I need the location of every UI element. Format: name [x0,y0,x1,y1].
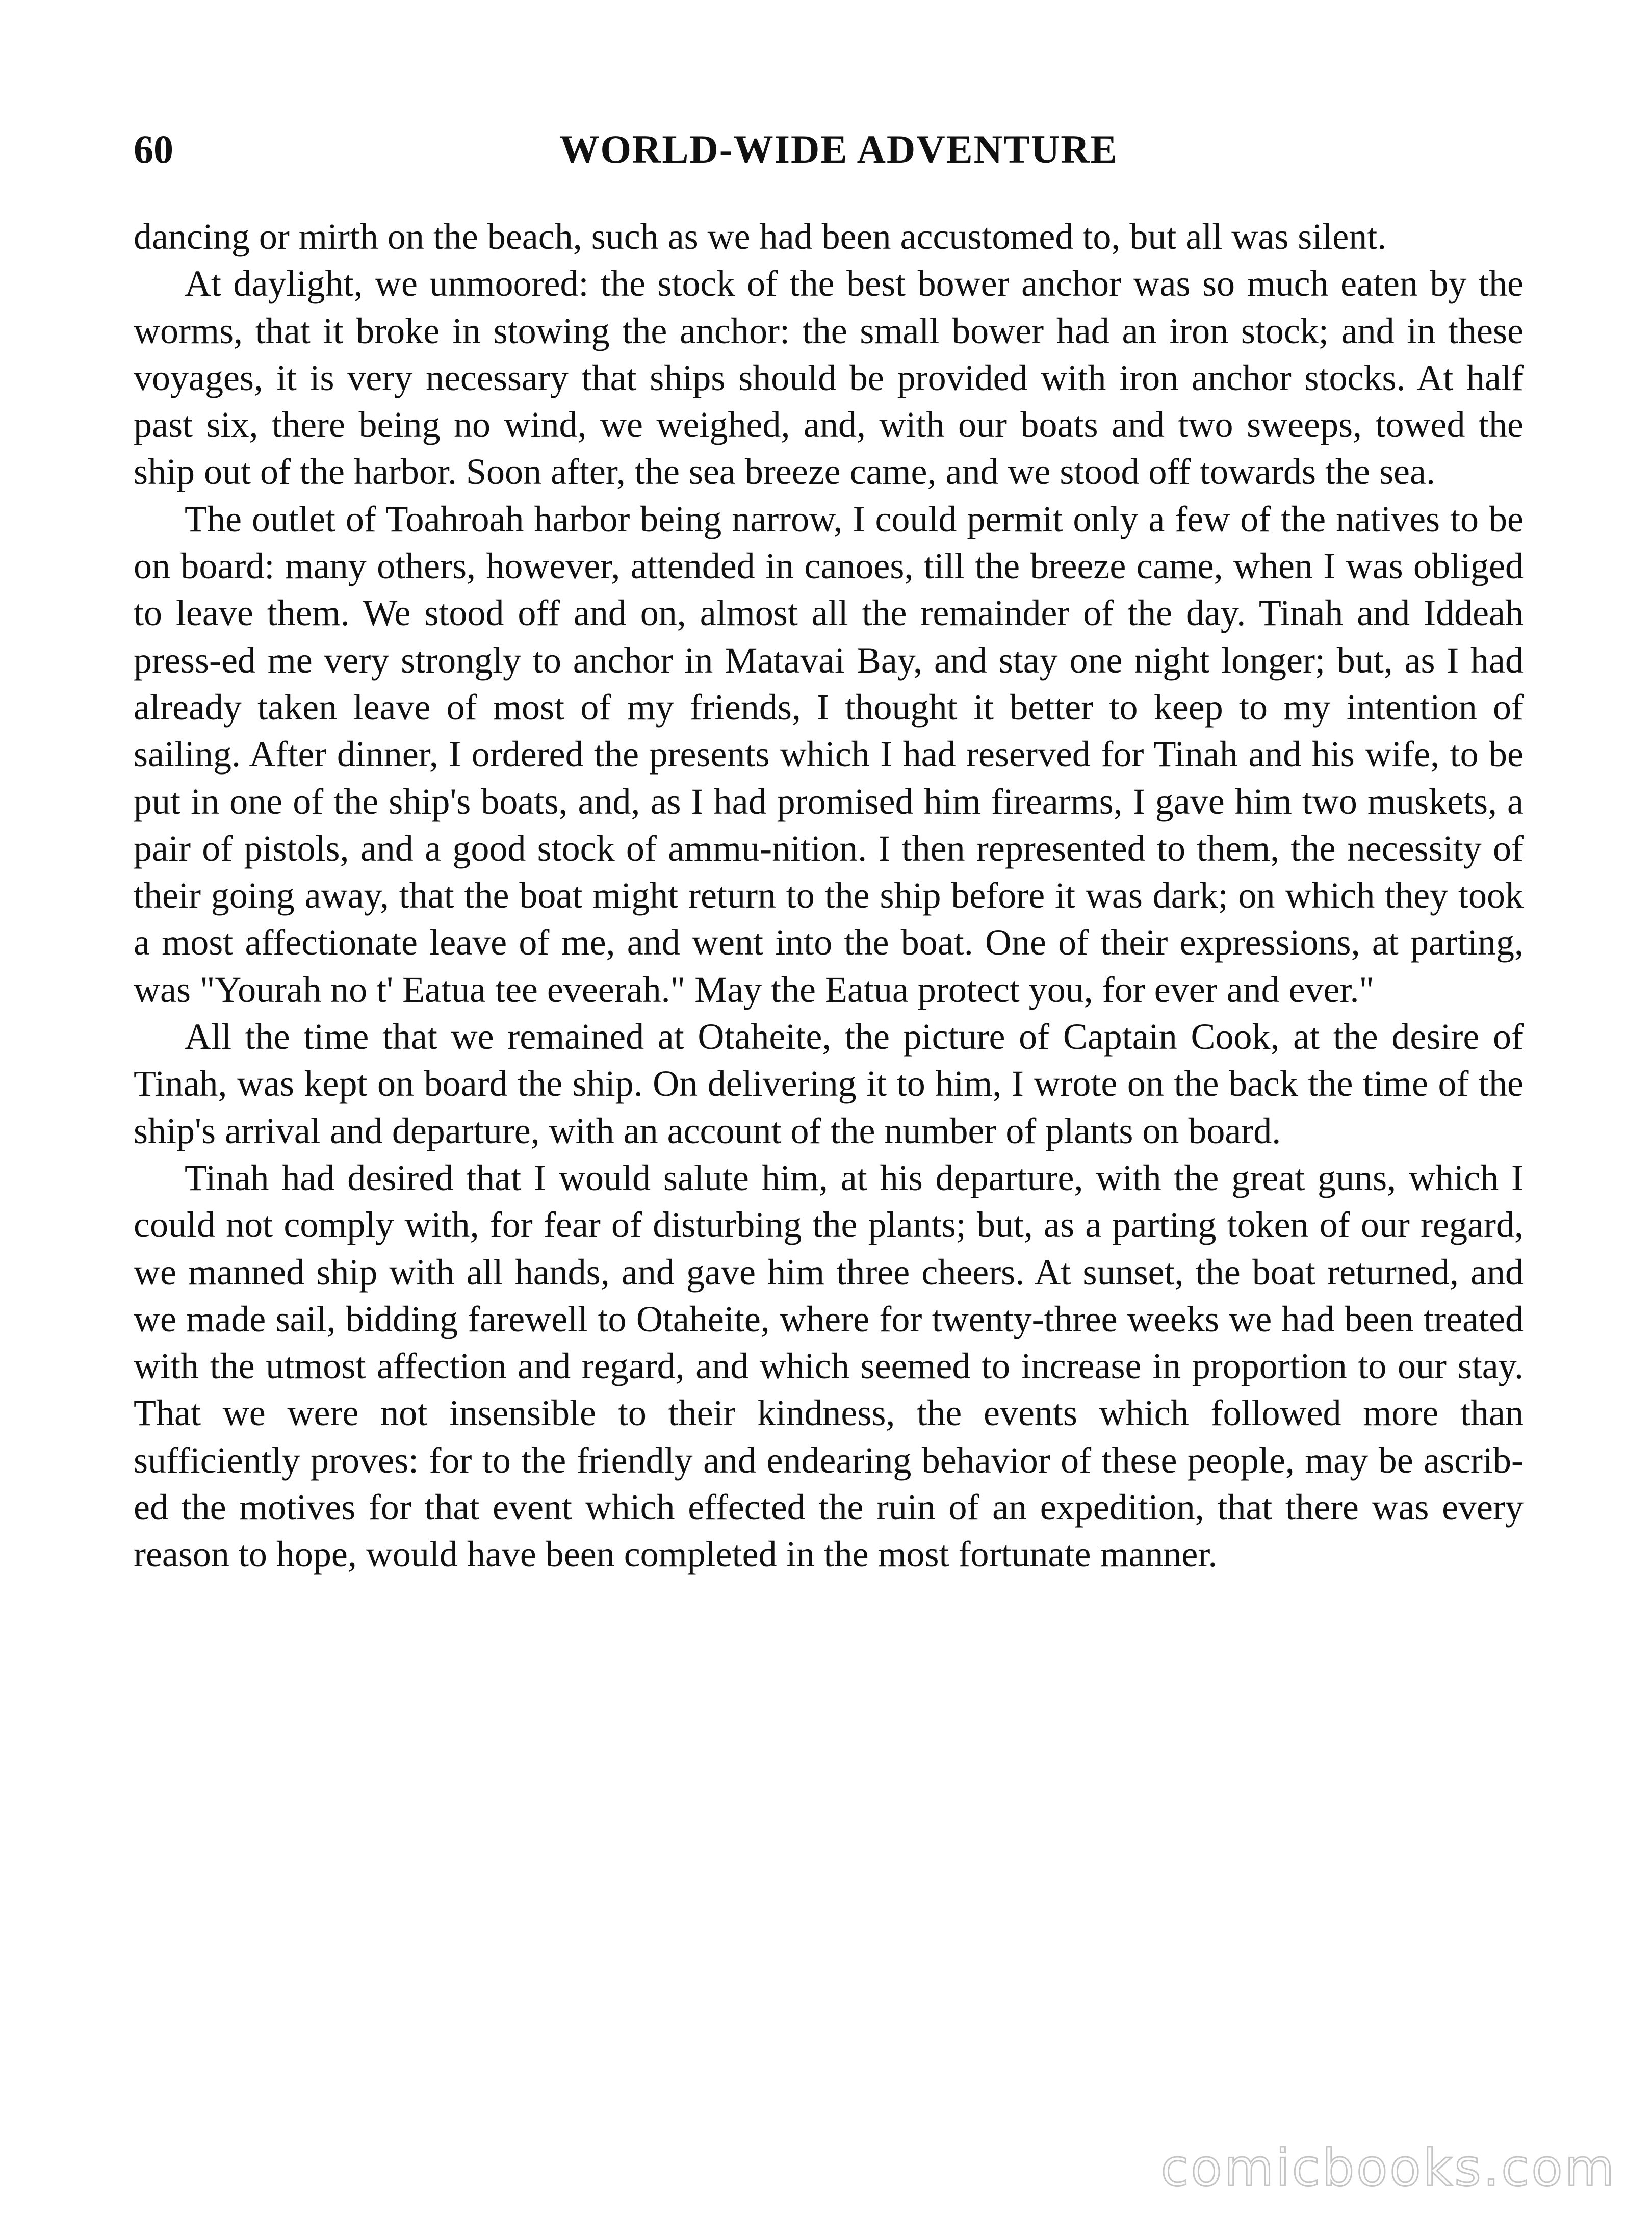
paragraph-departure: The outlet of Toahroah harbor being narrow, I could permit only a few of the natives to be on board: many others, however, attended in canoes, till the breeze came, when I was obliged to leave them. We stood off and on, almost all the remainder of the day. Tinah and Iddeah press-ed me very strongly to anchor in Matavai Bay, and stay one night longer; but, as I had already taken leave of most of my friends, I thought it better to keep to my intention of sailing. After dinner, I ordered the presents which I had reserved for Tinah and his wife, to be put in one of the ship's boats, and, as I had promised him firearms, I gave him two muskets, a pair of pistols, and a good stock of ammu-nition. I then represented to them, the necessity of their going away, that the boat might return to the ship before it was dark; on which they took a most affectionate leave of me, and went into the boat. One of their expressions, at parting, was "Yourah no t' Eatua tee eveerah." May the Eatua protect you, for ever and ever." [134,498,1524,1010]
body-text [134,213,1524,1578]
watermark: comicbooks.com [1160,2138,1616,2198]
paragraph-continued: dancing or mirth on the beach, such as we had been accustomed to, but all was silent. [134,216,1387,257]
running-title: WORLD-WIDE ADVENTURE [559,127,1118,171]
page-number: 60 [134,127,173,171]
paragraph-unmooring: At daylight, we unmoored: the stock of the best bower anchor was so much eaten by the worms, that it broke in stowing the anchor: the small bower had an iron stock; and in these voyages, it is very necessary that ships should be provided with iron anchor stocks. At half past six, there being no wind, we weighed, and, with our boats and two sweeps, towed the ship out of the harbor. Soon after, the sea breeze came, and we stood off towards the sea. [134,263,1524,493]
paragraph-farewell: Tinah had desired that I would salute him, at his departure, with the great guns, which I could not comply with, for fear of disturbing the plants; but, as a parting token of our regard, we manned ship with all hands, and gave him three cheers. At sunset, the boat returned, and we made sail, bidding farewell to Otaheite, where for twenty-three weeks we had been treated with the utmost affection and regard, and which seemed to increase in proportion to our stay. That we were not insensible to their kindness, the events which followed more than sufficiently proves: for to the friendly and endearing behavior of these people, may be ascrib-ed the motives for that event which effected the ruin of an expedition, that there was every reason to hope, would have been completed in the most fortunate manner. [134,1157,1524,1575]
running-head [134,121,1524,177]
paragraph-captain-cook-picture: All the time that we remained at Otaheite, the picture of Captain Cook, at the desire of Tinah, was kept on board the ship. On delivering it to him, I wrote on the back the time of the ship's arrival and departure, with an account of the number of plants on board. [134,1016,1524,1151]
